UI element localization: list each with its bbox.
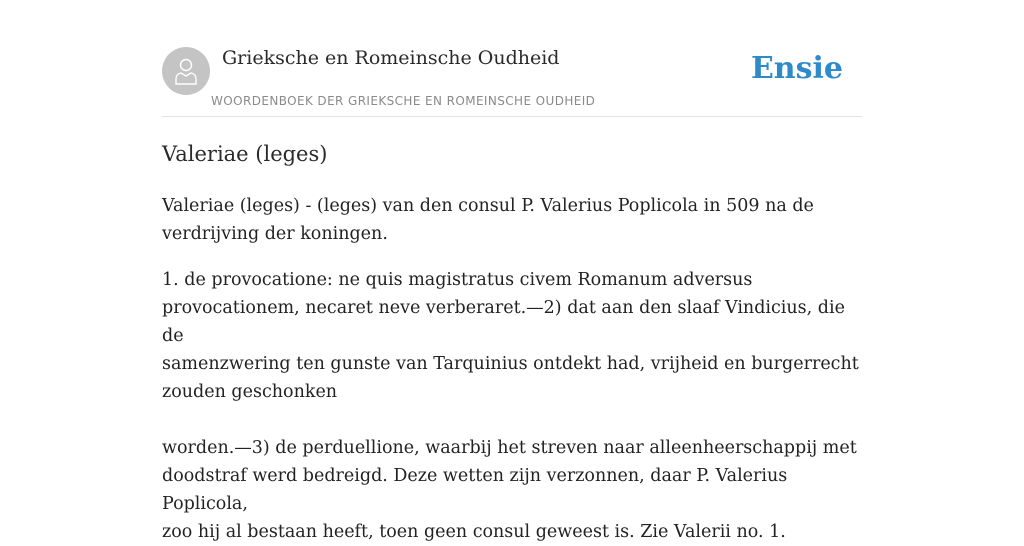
site-title[interactable]: Grieksche en Romeinsche Oudheid	[222, 47, 560, 69]
article	[162, 138, 862, 546]
avatar[interactable]	[162, 47, 210, 95]
article-paragraph: worden.—3) de perduellione, waarbij het streven naar alleenheerschappij met doodstraf werd bedreigd. Deze wetten zijn verzonnen, daar P. Valerius Poplicola, zoo hij al bestaan heeft, toen geen consul geweest is. Zie Valerii no. 1.	[162, 438, 857, 542]
page-title: Valeriae (leges)	[162, 142, 328, 166]
article-paragraph: Valeriae (leges) - (leges) van den consul P. Valerius Poplicola in 509 na de verdrijving der koningen.	[162, 196, 814, 244]
user-icon	[174, 57, 198, 85]
article-paragraph: 1. de provocatione: ne quis magistratus civem Romanum adversus provocationem, necaret neve verberaret.—2) dat aan den slaaf Vindicius, die de samenzwering ten gunste van Tarquinius ontdekt had, vrijheid en burgerrecht zouden geschonken	[162, 270, 859, 402]
site-header	[162, 46, 862, 117]
site-subtitle[interactable]: WOORDENBOEK DER GRIEKSCHE EN ROMEINSCHE OUDHEID	[211, 94, 596, 108]
brand-logo[interactable]: Ensie	[750, 51, 843, 86]
